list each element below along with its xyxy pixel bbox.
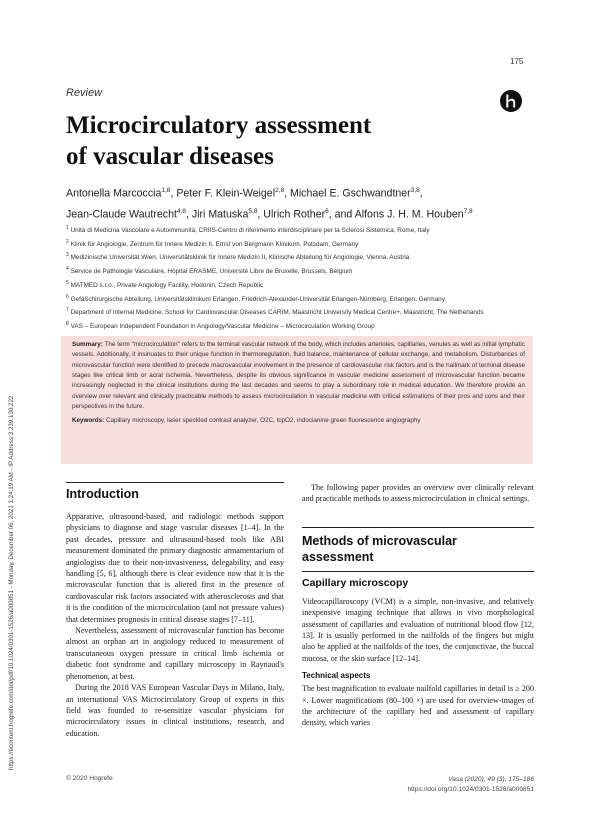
author-name: Jean-Claude Wautrecht (66, 208, 177, 221)
author-list: Antonella Marcoccia$^{1,8}$, Peter F. Klein-Weigel$^{2,8}$, Michael E. Gschwandtner$^{3,8}$, Jean-Claude Wautrecht$^{4,8}$, Jiri Matuska$^{5,8}$, Ulrich Rother$^6$, and Alfons J. H. M. Houben$^{7,8}$ (66, 187, 473, 221)
author-name: Peter F. Klein-Weigel (176, 187, 276, 200)
technical-heading: Technical aspects (302, 671, 371, 681)
section-rule (302, 527, 534, 528)
author-conjunction: and (334, 208, 353, 221)
hogrefe-logo-icon (500, 90, 522, 112)
keywords-paragraph (72, 416, 525, 426)
affiliation-item: $^7$ Department of Internal Medicine, School for Cardiovascular Diseases CARIM, Maastricht University Medical Centre+, Maastricht, The Netherlands (66, 307, 484, 317)
author-affil-sup: 1,8 (161, 187, 171, 194)
affiliation-item: $^6$ Gefäßchirurgische Abteilung, Universitätsklinikum Erlangen, Friedrich-Alexander-Universität Erlangen-Nürnberg, Erlangen, Germany (66, 293, 445, 303)
intro-paragraph-1: Apparative, ultrasound-based, and radiologic methods support physicians to diagnose and stage vascular diseases [1–4]. In the past decades, pressure and ultrasound-based tools like ABI measurement dominated the primary diagnostic armamentarium of angiologists due to their non-invasiveness, delegability, and easy handling [5, 6], although there is clear evidence now that it is the microvascular function that is altered first in the presence of cardiovascular risk factors associated with atherosclerosis and that it is the condition of the microcirculation (and not pressure values) that determines prognosis in critical disease stages [7–11]. (66, 512, 284, 624)
author-affil-sup: 7,8 (463, 207, 473, 215)
methods-heading-line-1: Methods of microvascular (302, 533, 457, 548)
affiliation-list (66, 223, 536, 333)
author-name: Jiri Matuska (191, 208, 249, 221)
author-affil-sup: 3,8 (410, 187, 420, 194)
author-name: Antonella Marcoccia (66, 187, 162, 200)
title-line-1: Microcirculatory assessment (66, 112, 372, 139)
author-name: Michael E. Gschwandtner (290, 187, 411, 200)
intro-paragraph-3: During the 2018 VAS European Vascular Days in Milano, Italy, an international VAS Microcirculatory Group of experts in this field was founded to re-sensitize vascular physicians for microcirculatory issues in clinical institutions, research, and education. (66, 683, 284, 738)
methods-heading (302, 533, 534, 565)
author-affil-sup: 5,8 (248, 207, 258, 215)
section-rule (66, 482, 284, 483)
overview-paragraph: The following paper provides an overview over clinically relevant and practicable methods to assess microcirculation in clinical settings. (302, 483, 534, 504)
author-name: Ulrich Rother (263, 208, 326, 221)
subsection-rule (302, 571, 534, 572)
intro-paragraph-2: Nevertheless, assessment of microvascular function has become almost an orphan art in angiology reduced to measurement of transcutaneous oxygen pressure in critical limb ischemia or diabetic foot syndrome and capillary microscopy in Raynaud's phenomenon, at best. (66, 626, 284, 681)
capillary-heading: Capillary microscopy (302, 576, 409, 589)
title-line-2: of vascular diseases (66, 143, 274, 170)
methods-heading-line-2: assessment (302, 549, 374, 564)
side-download-strip (6, 210, 20, 770)
author-affil-sup: 2,8 (275, 187, 285, 194)
keywords-text: Capillary microscopy, laser speckled contrast analyzer, O2C, tcpO2, indocianine green fluorescence angiography (105, 417, 421, 425)
article-title (66, 110, 486, 172)
footer-citation (334, 775, 534, 794)
affiliation-item: $^2$ Klinik für Angiologie, Zentrum für Innere Medizin II, Ernst von Bergmann Klinikum, Potsdam, Germany (66, 238, 359, 248)
footer-journal: Vasa (2020), 49 (3), 175–186 (448, 776, 534, 783)
technical-paragraph: The best magnification to evaluate nailfold capillaries in detail is ≥ 200 ×. Lower magnifications (80–100 ×) are used for overview-images of the architecture of the capillary bed and assessment of capillary density, which varies (302, 684, 534, 728)
author-affil-sup: 4,8 (176, 207, 186, 215)
capillary-paragraph: Videocapillaroscopy (VCM) is a simple, non-invasive, and relatively inexpensive imaging technique that allows in vivo morphological assessment of capillaries and evaluation of nutritional blood flow [12, 13]. It is usually performed in the nailfolds of the fingers but might also be applied at the nailfolds of the toes, the conjunctivae, the buccal mucosa, or the skin surface [12–14]. (302, 596, 534, 663)
author-affil-sup: 6 (325, 207, 329, 215)
section-type-label: Review (66, 87, 103, 99)
abstract-text: The term "microcirculation" refers to the terminal vascular network of the body, which includes arterioles, capillaries, venules as well as initial lymphatic vessels. Additionally, it insinuates to their unique function in thermoregulation, fluid balance, maintenance of cellular exchange, and metabolism. Disturbances of microvascular function were identified to precede macrovascular involvement in the presence of cardiovascular risk factors and is the hallmark of terminal disease stages like critical limb or acral ischemia. Nevertheless, despite its obvious significance in vascular medicine assessment of microvascular function became increasingly neglected in the clinical institutions during the last decades and seems to play a subordinary role in medical education. We therefore provide an overview over relevant and clinically practicable methods to assess microcirculation in vascular medicine with critical estimations of their pros and cons and their perspectives in the future. (72, 341, 525, 411)
abstract-box (61, 336, 533, 464)
affiliation-item: $^3$ Medizinische Universität Wien, Universitätsklinik für Innere Medizin II, Klinische Abteilung für Angiologie, Vienna, Austria (66, 252, 410, 262)
affiliation-item: $^8$ VAS – European Independent Foundation in Angiology/Vascular Medicine – Microcirculation Working Group (66, 321, 375, 331)
intro-heading: Introduction (66, 487, 139, 501)
affiliation-item: $^1$ Unità di Medicina Vascolare e Autoimmunità, CRIIS-Centro di riferimento interdisciplinare per la Sclerosi Sistemica, Rome, Italy (66, 225, 430, 235)
abstract-label: Summary: (72, 341, 103, 348)
abstract-paragraph (72, 340, 525, 412)
side-download-text: https://econtent.hogrefe.com/doi/pdf/10.1024/0301-1526/a000851 - Monday, December 06, 2021 1:24:19 AM - IP Address:3.239.130.222 (8, 395, 15, 770)
page-number: 175 (510, 57, 524, 66)
keywords-label: Keywords: (72, 417, 105, 425)
footer-doi: https://doi.org/10.1024/0301-1526/a000851 (407, 785, 534, 793)
right-column (302, 482, 534, 729)
affiliation-item: $^5$ MATMED s.r.o., Private Angiology Facility, Hodonin, Czech Republic (66, 279, 264, 289)
author-name: Alfons J. H. M. Houben (354, 208, 464, 221)
affiliation-item: $^4$ Service de Pathologie Vasculaire, Hôpital ERASME, Université Libre de Bruxelle, Brussels, Belgium (66, 266, 353, 276)
left-column (66, 482, 284, 739)
footer-copyright: © 2020 Hogrefe (66, 775, 113, 782)
